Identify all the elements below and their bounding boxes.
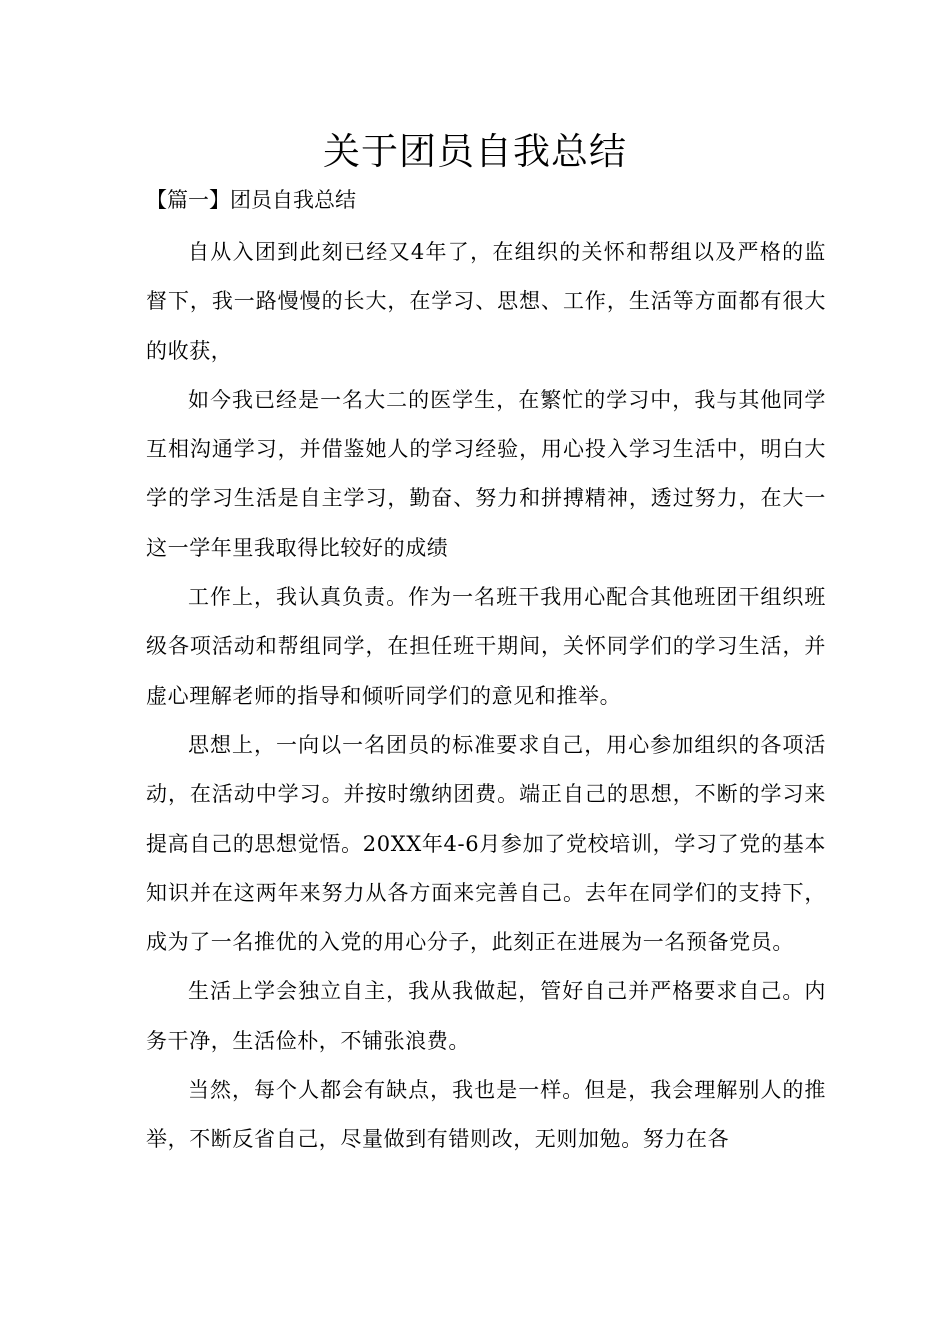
document-title: 关于团员自我总结 — [323, 130, 627, 173]
paragraph: 工作上，我认真负责。作为一名班干我用心配合其他班团干组织班级各项活动和帮组同学，在担任班干期间，关怀同学们的学习生活，并虚心理解老师的指导和倾听同学们的意见和推举。 — [146, 585, 826, 708]
section-heading: 【篇一】团员自我总结 — [146, 188, 356, 212]
document-body — [146, 228, 826, 1165]
paragraph: 如今我已经是一名大二的医学生，在繁忙的学习中，我与其他同学互相沟通学习，并借鉴她人的学习经验，用心投入学习生活中，明白大学的学习生活是自主学习，勤奋、努力和拼搏精神，透过努力，在大一这一学年里我取得比较好的成绩 — [146, 387, 826, 560]
paragraph: 当然，每个人都会有缺点，我也是一样。但是，我会理解别人的推举，不断反省自己，尽量做到有错则改，无则加勉。努力在各 — [146, 1078, 826, 1152]
paragraph: 思想上，一向以一名团员的标准要求自己，用心参加组织的各项活动，在活动中学习。并按时缴纳团费。端正自己的思想，不断的学习来提高自己的思想觉悟。20XX年4-6月参加了党校培训，学习了党的基本知识并在这两年来努力从各方面来完善自己。去年在同学们的支持下，成为了一名推优的入党的用心分子，此刻正在进展为一名预备党员。 — [146, 732, 826, 955]
paragraph: 生活上学会独立自主，我从我做起，管好自己并严格要求自己。内务干净，生活俭朴，不铺张浪费。 — [146, 979, 826, 1053]
paragraph: 自从入团到此刻已经又4年了，在组织的关怀和帮组以及严格的监督下，我一路慢慢的长大，在学习、思想、工作，生活等方面都有很大的收获， — [146, 240, 826, 363]
